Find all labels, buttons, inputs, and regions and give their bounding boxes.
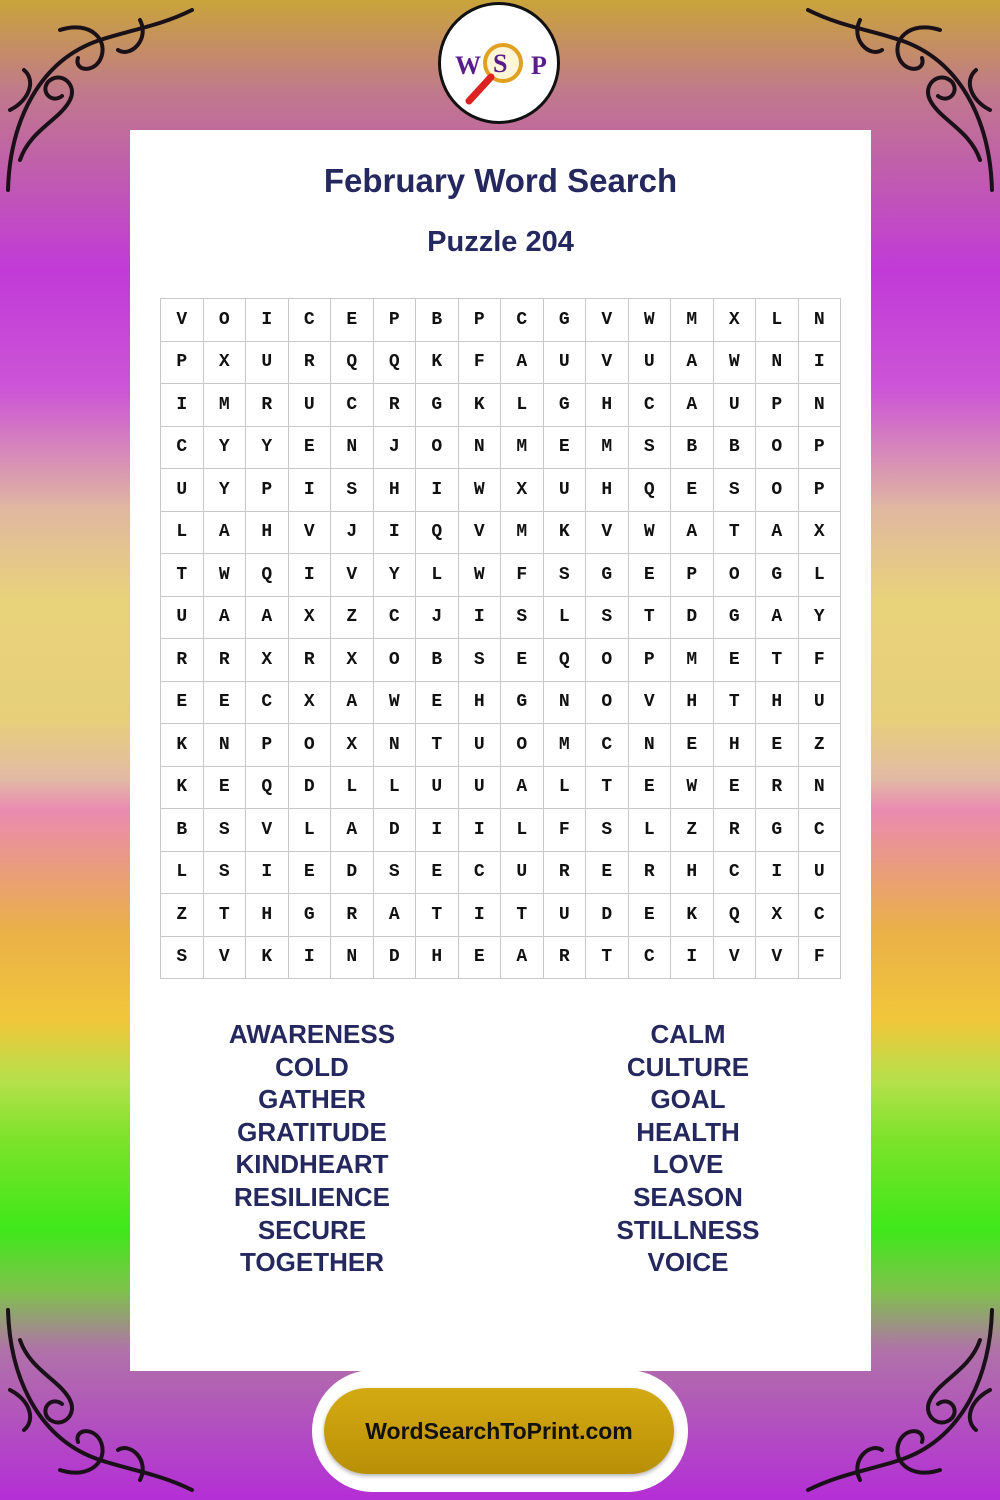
grid-cell: G <box>289 894 332 937</box>
grid-cell: R <box>289 639 332 682</box>
grid-cell: G <box>544 384 587 427</box>
grid-cell: D <box>374 937 417 980</box>
grid-cell: U <box>629 342 672 385</box>
grid-cell: O <box>586 639 629 682</box>
grid-cell: W <box>629 512 672 555</box>
grid-cell: I <box>756 852 799 895</box>
grid-cell: V <box>331 554 374 597</box>
grid-cell: E <box>289 427 332 470</box>
grid-cell: U <box>161 597 204 640</box>
grid-cell: G <box>416 384 459 427</box>
grid-cell: Z <box>331 597 374 640</box>
grid-cell: U <box>459 767 502 810</box>
search-word: COLD <box>275 1051 349 1082</box>
grid-cell: D <box>289 767 332 810</box>
grid-cell: W <box>459 469 502 512</box>
grid-cell: V <box>586 299 629 342</box>
letter-grid <box>160 298 841 979</box>
grid-cell: O <box>756 469 799 512</box>
grid-cell: K <box>161 724 204 767</box>
grid-cell: H <box>586 469 629 512</box>
grid-cell: G <box>756 554 799 597</box>
grid-cell: S <box>544 554 587 597</box>
grid-cell: D <box>671 597 714 640</box>
grid-cell: I <box>289 469 332 512</box>
grid-cell: N <box>459 427 502 470</box>
grid-cell: L <box>544 597 587 640</box>
grid-cell: M <box>671 639 714 682</box>
grid-cell: H <box>246 894 289 937</box>
grid-cell: E <box>629 894 672 937</box>
grid-cell: N <box>799 767 842 810</box>
grid-cell: I <box>459 597 502 640</box>
grid-cell: X <box>799 512 842 555</box>
grid-cell: X <box>756 894 799 937</box>
grid-cell: S <box>586 809 629 852</box>
grid-cell: Q <box>246 767 289 810</box>
grid-cell: I <box>459 894 502 937</box>
search-word: TOGETHER <box>240 1247 384 1278</box>
grid-cell: A <box>501 342 544 385</box>
grid-cell: U <box>714 384 757 427</box>
grid-cell: R <box>331 894 374 937</box>
grid-cell: X <box>331 724 374 767</box>
grid-cell: I <box>374 512 417 555</box>
search-word: RESILIENCE <box>233 1181 391 1212</box>
grid-cell: G <box>586 554 629 597</box>
grid-cell: R <box>161 639 204 682</box>
search-word: HEALTH <box>636 1116 740 1147</box>
grid-cell: Q <box>544 639 587 682</box>
grid-cell: Y <box>374 554 417 597</box>
grid-cell: W <box>714 342 757 385</box>
grid-cell: E <box>714 639 757 682</box>
grid-cell: Q <box>714 894 757 937</box>
grid-cell: A <box>331 682 374 725</box>
grid-cell: W <box>671 767 714 810</box>
grid-cell: C <box>799 809 842 852</box>
grid-cell: W <box>374 682 417 725</box>
grid-cell: L <box>331 767 374 810</box>
grid-cell: M <box>671 299 714 342</box>
grid-cell: U <box>799 682 842 725</box>
grid-cell: U <box>544 469 587 512</box>
grid-cell: V <box>246 809 289 852</box>
grid-cell: E <box>629 767 672 810</box>
grid-cell: K <box>246 937 289 980</box>
grid-cell: S <box>331 469 374 512</box>
grid-cell: Q <box>416 512 459 555</box>
grid-cell: Q <box>629 469 672 512</box>
grid-cell: O <box>204 299 247 342</box>
grid-cell: U <box>246 342 289 385</box>
grid-cell: Z <box>671 809 714 852</box>
grid-cell: T <box>756 639 799 682</box>
grid-cell: L <box>374 767 417 810</box>
grid-cell: R <box>544 852 587 895</box>
grid-cell: L <box>161 852 204 895</box>
grid-cell: R <box>629 852 672 895</box>
grid-cell: T <box>416 724 459 767</box>
word-list-right <box>558 1018 818 1279</box>
grid-cell: T <box>586 937 629 980</box>
grid-cell: P <box>161 342 204 385</box>
grid-cell: W <box>204 554 247 597</box>
grid-cell: H <box>714 724 757 767</box>
grid-cell: E <box>671 469 714 512</box>
website-link-label: WordSearchToPrint.com <box>365 1417 633 1444</box>
search-word: STILLNESS <box>616 1214 760 1245</box>
grid-cell: U <box>544 342 587 385</box>
grid-cell: O <box>416 427 459 470</box>
grid-cell: T <box>629 597 672 640</box>
grid-cell: H <box>374 469 417 512</box>
grid-cell: R <box>246 384 289 427</box>
grid-cell: C <box>331 384 374 427</box>
grid-cell: R <box>374 384 417 427</box>
grid-cell: V <box>204 937 247 980</box>
grid-cell: L <box>416 554 459 597</box>
grid-cell: O <box>714 554 757 597</box>
grid-cell: P <box>246 469 289 512</box>
grid-cell: L <box>501 384 544 427</box>
grid-cell: C <box>246 682 289 725</box>
grid-cell: H <box>756 682 799 725</box>
grid-cell: Q <box>374 342 417 385</box>
grid-cell: L <box>544 767 587 810</box>
grid-cell: T <box>586 767 629 810</box>
grid-cell: X <box>246 639 289 682</box>
grid-cell: P <box>374 299 417 342</box>
grid-cell: X <box>331 639 374 682</box>
grid-cell: I <box>289 937 332 980</box>
grid-cell: W <box>629 299 672 342</box>
grid-cell: F <box>459 342 502 385</box>
grid-cell: U <box>161 469 204 512</box>
grid-cell: B <box>161 809 204 852</box>
grid-cell: S <box>714 469 757 512</box>
grid-cell: V <box>586 512 629 555</box>
grid-cell: A <box>246 597 289 640</box>
grid-cell: C <box>629 384 672 427</box>
website-link-button[interactable] <box>324 1388 674 1474</box>
grid-cell: B <box>671 427 714 470</box>
logo-letter-w: W <box>455 51 481 80</box>
grid-cell: P <box>246 724 289 767</box>
grid-cell: R <box>756 767 799 810</box>
logo-letter-p: P <box>531 51 547 80</box>
grid-cell: E <box>671 724 714 767</box>
grid-cell: C <box>289 299 332 342</box>
puzzle-number: Puzzle 204 <box>427 226 574 258</box>
grid-cell: U <box>501 852 544 895</box>
grid-cell: S <box>204 852 247 895</box>
grid-cell: L <box>501 809 544 852</box>
grid-cell: P <box>671 554 714 597</box>
grid-cell: C <box>799 894 842 937</box>
grid-cell: V <box>586 342 629 385</box>
grid-cell: H <box>671 852 714 895</box>
grid-cell: C <box>161 427 204 470</box>
grid-cell: N <box>544 682 587 725</box>
grid-cell: R <box>289 342 332 385</box>
grid-cell: V <box>714 937 757 980</box>
grid-cell: U <box>799 852 842 895</box>
search-word: SEASON <box>633 1181 743 1212</box>
grid-cell: P <box>799 469 842 512</box>
grid-cell: A <box>671 384 714 427</box>
grid-cell: O <box>289 724 332 767</box>
grid-cell: B <box>416 299 459 342</box>
grid-cell: A <box>671 512 714 555</box>
grid-cell: T <box>416 894 459 937</box>
grid-cell: J <box>416 597 459 640</box>
grid-cell: I <box>416 469 459 512</box>
grid-cell: U <box>544 894 587 937</box>
grid-cell: Y <box>799 597 842 640</box>
grid-cell: L <box>161 512 204 555</box>
search-word: GRATITUDE <box>237 1116 387 1147</box>
grid-cell: Z <box>161 894 204 937</box>
grid-cell: F <box>799 937 842 980</box>
grid-cell: S <box>501 597 544 640</box>
grid-cell: S <box>459 639 502 682</box>
grid-cell: A <box>501 937 544 980</box>
grid-cell: S <box>374 852 417 895</box>
grid-cell: A <box>204 597 247 640</box>
grid-cell: S <box>161 937 204 980</box>
grid-cell: S <box>204 809 247 852</box>
grid-cell: N <box>204 724 247 767</box>
grid-cell: K <box>671 894 714 937</box>
grid-cell: E <box>161 682 204 725</box>
grid-cell: A <box>756 512 799 555</box>
logo-letter-s: S <box>493 49 508 78</box>
grid-cell: B <box>416 639 459 682</box>
grid-cell: K <box>459 384 502 427</box>
grid-cell: E <box>756 724 799 767</box>
grid-cell: W <box>459 554 502 597</box>
grid-cell: L <box>629 809 672 852</box>
grid-cell: N <box>374 724 417 767</box>
grid-cell: X <box>714 299 757 342</box>
search-word: SECURE <box>257 1214 367 1245</box>
word-list-left <box>182 1018 442 1279</box>
grid-cell: K <box>161 767 204 810</box>
grid-cell: O <box>586 682 629 725</box>
grid-cell: J <box>331 512 374 555</box>
grid-cell: D <box>331 852 374 895</box>
grid-cell: G <box>501 682 544 725</box>
grid-cell: L <box>289 809 332 852</box>
grid-cell: X <box>289 597 332 640</box>
grid-cell: X <box>289 682 332 725</box>
grid-cell: E <box>204 682 247 725</box>
grid-cell: C <box>374 597 417 640</box>
grid-cell: H <box>459 682 502 725</box>
grid-cell: N <box>799 299 842 342</box>
grid-cell: T <box>714 682 757 725</box>
grid-cell: U <box>459 724 502 767</box>
grid-cell: Y <box>204 427 247 470</box>
grid-cell: Y <box>246 427 289 470</box>
grid-cell: P <box>799 427 842 470</box>
grid-cell: V <box>459 512 502 555</box>
grid-cell: I <box>289 554 332 597</box>
grid-cell: G <box>756 809 799 852</box>
search-word: CULTURE <box>626 1051 750 1082</box>
grid-cell: F <box>544 809 587 852</box>
grid-cell: E <box>544 427 587 470</box>
grid-cell: C <box>459 852 502 895</box>
grid-cell: N <box>331 937 374 980</box>
grid-cell: R <box>204 639 247 682</box>
grid-cell: E <box>459 937 502 980</box>
grid-cell: J <box>374 427 417 470</box>
puzzle-card <box>130 130 871 1371</box>
search-word: LOVE <box>652 1149 724 1180</box>
grid-cell: V <box>756 937 799 980</box>
search-word: VOICE <box>647 1247 729 1278</box>
grid-cell: K <box>544 512 587 555</box>
grid-cell: E <box>501 639 544 682</box>
grid-cell: Z <box>799 724 842 767</box>
grid-cell: A <box>671 342 714 385</box>
grid-cell: I <box>161 384 204 427</box>
grid-cell: I <box>416 809 459 852</box>
grid-cell: G <box>544 299 587 342</box>
grid-cell: T <box>714 512 757 555</box>
grid-cell: H <box>416 937 459 980</box>
grid-cell: D <box>586 894 629 937</box>
grid-cell: B <box>714 427 757 470</box>
grid-cell: I <box>671 937 714 980</box>
grid-cell: I <box>246 852 289 895</box>
grid-cell: E <box>289 852 332 895</box>
grid-cell: E <box>204 767 247 810</box>
grid-cell: C <box>629 937 672 980</box>
grid-cell: A <box>756 597 799 640</box>
grid-cell: C <box>501 299 544 342</box>
grid-cell: F <box>799 639 842 682</box>
grid-cell: O <box>501 724 544 767</box>
grid-cell: H <box>671 682 714 725</box>
grid-cell: T <box>204 894 247 937</box>
grid-cell: V <box>289 512 332 555</box>
grid-cell: G <box>714 597 757 640</box>
footer <box>312 1370 688 1492</box>
grid-cell: T <box>501 894 544 937</box>
search-word: GOAL <box>650 1084 726 1115</box>
search-word: GATHER <box>258 1084 366 1115</box>
grid-cell: N <box>756 342 799 385</box>
grid-cell: P <box>459 299 502 342</box>
grid-cell: P <box>756 384 799 427</box>
grid-cell: I <box>246 299 289 342</box>
grid-cell: I <box>799 342 842 385</box>
search-word: CALM <box>650 1019 726 1049</box>
grid-cell: Q <box>331 342 374 385</box>
grid-cell: L <box>756 299 799 342</box>
grid-cell: O <box>374 639 417 682</box>
grid-cell: S <box>586 597 629 640</box>
grid-cell: E <box>331 299 374 342</box>
grid-cell: C <box>586 724 629 767</box>
grid-cell: A <box>374 894 417 937</box>
search-word: KINDHEART <box>235 1149 389 1180</box>
page-title: February Word Search <box>323 162 678 199</box>
grid-cell: E <box>416 682 459 725</box>
grid-cell: U <box>416 767 459 810</box>
grid-cell: P <box>629 639 672 682</box>
grid-cell: V <box>161 299 204 342</box>
grid-cell: L <box>799 554 842 597</box>
grid-cell: M <box>544 724 587 767</box>
grid-cell: H <box>246 512 289 555</box>
grid-cell: A <box>331 809 374 852</box>
grid-cell: M <box>501 427 544 470</box>
grid-cell: O <box>756 427 799 470</box>
search-word: AWARENESS <box>228 1019 396 1049</box>
grid-cell: F <box>501 554 544 597</box>
grid-cell: N <box>629 724 672 767</box>
grid-cell: I <box>459 809 502 852</box>
grid-cell: X <box>204 342 247 385</box>
grid-cell: M <box>204 384 247 427</box>
grid-cell: R <box>714 809 757 852</box>
grid-cell: A <box>501 767 544 810</box>
grid-cell: E <box>416 852 459 895</box>
grid-cell: E <box>629 554 672 597</box>
grid-cell: A <box>204 512 247 555</box>
grid-cell: M <box>501 512 544 555</box>
grid-cell: M <box>586 427 629 470</box>
grid-cell: Y <box>204 469 247 512</box>
grid-cell: S <box>629 427 672 470</box>
grid-cell: Q <box>246 554 289 597</box>
grid-cell: N <box>799 384 842 427</box>
grid-cell: C <box>714 852 757 895</box>
grid-cell: X <box>501 469 544 512</box>
grid-cell: E <box>714 767 757 810</box>
grid-cell: D <box>374 809 417 852</box>
grid-cell: U <box>289 384 332 427</box>
grid-cell: R <box>544 937 587 980</box>
grid-cell: N <box>331 427 374 470</box>
grid-cell: T <box>161 554 204 597</box>
grid-cell: E <box>586 852 629 895</box>
site-logo[interactable] <box>438 2 560 124</box>
grid-cell: H <box>586 384 629 427</box>
grid-cell: V <box>629 682 672 725</box>
grid-cell: K <box>416 342 459 385</box>
